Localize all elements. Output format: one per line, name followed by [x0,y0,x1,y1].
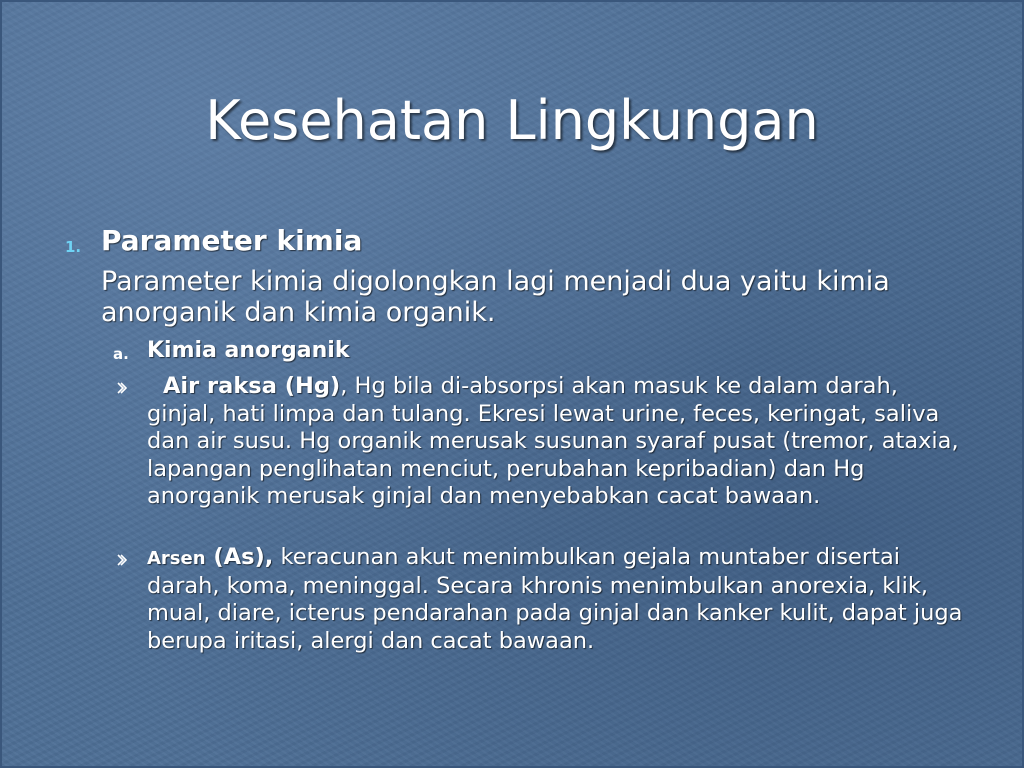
list-letter-a: a. [113,345,129,363]
list-number-1: 1. [65,238,82,256]
item-body-parameter-kimia: Parameter kimia digolongkan lagi menjadi dua yaitu kimia anorganik dan kimia organik. [101,266,890,328]
bullet-air-raksa [147,373,967,511]
bullet-lead-as: (As), [205,544,274,570]
bullet-lead-arsen: Arsen [147,548,206,569]
bullet-arsen [147,544,967,655]
item-heading-kimia-anorganik: Kimia anorganik [147,338,350,363]
slide-title: Kesehatan Lingkungan [205,89,819,152]
bullet-lead-air-raksa: Air raksa (Hg) [163,373,341,399]
item-heading-parameter-kimia: Parameter kimia [101,224,363,257]
bullet-text-air-raksa: , Hg bila di-absorpsi akan masuk ke dalam darah, ginjal, hati limpa dan tulang. Ekresi lewat urine, feces, keringat, saliva dan air susu. Hg organik merusak susunan syaraf pusat (tremor, ataxia, lapangan penglihatan menciut, perubahan kepribadian) dan Hg anorganik merusak ginjal dan menyebabkan cacat bawaan. [147,373,959,509]
chevron-right-icon [116,554,128,566]
bullet-text-arsen: keracunan akut menimbulkan gejala muntaber disertai darah, koma, meninggal. Secara khronis menimbulkan anorexia, klik, mual, diare, icterus pendarahan pada ginjal dan kanker kulit, dapat juga berupa iritasi, alergi dan cacat bawaan. [147,544,963,654]
chevron-right-icon [116,382,128,394]
